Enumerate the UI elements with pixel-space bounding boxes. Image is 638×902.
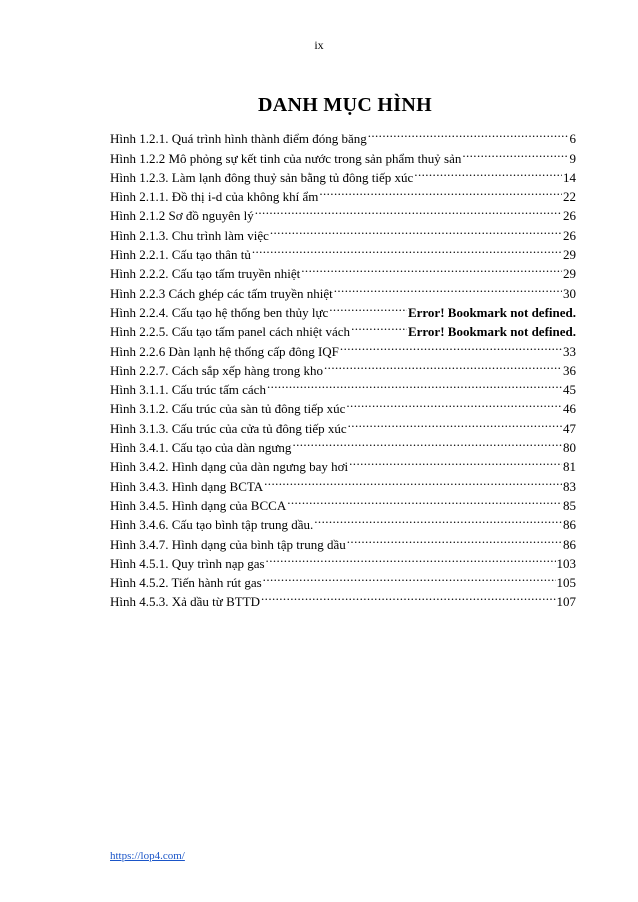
toc-entry[interactable] [110, 124, 576, 147]
entry-label: Hình 3.4.3. Hình dạng BCTA [110, 478, 264, 494]
entry-label: Hình 2.1.3. Chu trình làm việc [110, 227, 269, 243]
dot-leader [263, 568, 556, 587]
footer-url-link[interactable]: https://lop4.com/ [110, 850, 185, 862]
entry-page: 14 [563, 169, 576, 185]
dot-leader [329, 298, 407, 317]
dot-leader [368, 124, 569, 143]
dot-leader [348, 413, 562, 432]
dot-leader [334, 278, 562, 297]
page-title: DANH MỤC HÌNH [258, 94, 432, 116]
dot-leader [346, 394, 562, 413]
entry-page: 83 [563, 478, 576, 494]
dot-leader [414, 163, 562, 182]
entry-label: Hình 1.2.3. Làm lạnh đông thuỷ sản bằng tủ đông tiếp xúc [110, 169, 414, 185]
entry-page: 29 [563, 247, 576, 263]
entry-label: Hình 3.4.7. Hình dạng của bình tập trung dầu [110, 536, 346, 552]
entry-label: Hình 3.4.2. Hình dạng của dàn ngưng bay hơi [110, 459, 349, 475]
entry-label: Hình 3.4.6. Cấu tạo bình tập trung dầu. [110, 517, 314, 533]
dot-leader [292, 433, 562, 452]
dot-leader [314, 510, 562, 529]
entry-label: Hình 3.1.2. Cấu trúc của sàn tủ đông tiếp xúc [110, 401, 346, 417]
entry-label: Hình 2.2.3 Cách ghép các tấm truyền nhiệt [110, 285, 333, 301]
entry-page: 29 [563, 266, 576, 282]
entry-label: Hình 4.5.1. Quy trình nạp gas [110, 555, 265, 571]
entry-page: 103 [556, 555, 576, 571]
entry-label: Hình 3.4.1. Cấu tạo của dàn ngưng [110, 440, 292, 456]
dot-leader [266, 549, 556, 568]
entry-page: 9 [569, 150, 576, 166]
dot-leader [462, 143, 568, 162]
entry-page: 80 [563, 440, 576, 456]
figure-list [110, 124, 576, 610]
page-number: ix [314, 38, 324, 52]
entry-label: Hình 4.5.3. Xả dầu từ BTTD [110, 594, 261, 610]
entry-page: 26 [563, 208, 576, 224]
entry-label: Hình 3.1.3. Cấu trúc của cửa tủ đông tiếp xúc [110, 420, 347, 436]
entry-page: 22 [563, 189, 576, 205]
bookmark-error: Error! Bookmark not defined. [407, 304, 576, 320]
entry-label: Hình 2.2.5. Cấu tạo tấm panel cách nhiệt vách [110, 324, 351, 340]
dot-leader [351, 317, 407, 336]
bookmark-error: Error! Bookmark not defined. [407, 324, 576, 340]
entry-label: Hình 2.2.2. Cấu tạo tấm truyền nhiệt [110, 266, 301, 282]
entry-page: 86 [563, 536, 576, 552]
entry-page: 86 [563, 517, 576, 533]
entry-label: Hình 1.2.2 Mô phỏng sự kết tinh của nước trong sản phẩm thuỷ sản [110, 150, 462, 166]
entry-label: Hình 2.2.6 Dàn lạnh hệ thống cấp đông IQF [110, 343, 339, 359]
dot-leader [267, 375, 562, 394]
dot-leader [319, 182, 562, 201]
entry-page: 81 [563, 459, 576, 475]
entry-label: Hình 2.1.2 Sơ đồ nguyên lý [110, 208, 254, 224]
entry-label: Hình 2.2.1. Cấu tạo thân tủ [110, 247, 251, 263]
dot-leader [264, 471, 562, 490]
entry-label: Hình 2.2.7. Cách sắp xếp hàng trong kho [110, 362, 324, 378]
entry-page: 6 [569, 131, 576, 147]
dot-leader [270, 220, 562, 239]
entry-page: 105 [556, 575, 576, 591]
entry-label: Hình 4.5.2. Tiến hành rút gas [110, 575, 262, 591]
entry-page: 46 [563, 401, 576, 417]
entry-label: Hình 2.1.1. Đồ thị i-d của không khí ẩm [110, 189, 319, 205]
entry-page: 45 [563, 382, 576, 398]
dot-leader [340, 336, 562, 355]
dot-leader [347, 529, 562, 548]
dot-leader [255, 201, 562, 220]
dot-leader [324, 356, 562, 375]
dot-leader [252, 240, 562, 259]
entry-label: Hình 1.2.1. Quá trình hình thành điểm đóng băng [110, 131, 367, 147]
entry-page: 36 [563, 362, 576, 378]
entry-page: 47 [563, 420, 576, 436]
dot-leader [261, 587, 555, 606]
dot-leader [301, 259, 562, 278]
dot-leader [287, 491, 562, 510]
entry-page: 26 [563, 227, 576, 243]
entry-page: 30 [563, 285, 576, 301]
entry-label: Hình 3.4.5. Hình dạng của BCCA [110, 497, 287, 513]
entry-page: 85 [563, 497, 576, 513]
dot-leader [349, 452, 562, 471]
entry-label: Hình 3.1.1. Cấu trúc tấm cách [110, 382, 266, 398]
entry-page: 107 [556, 594, 576, 610]
entry-label: Hình 2.2.4. Cấu tạo hệ thống ben thủy lực [110, 304, 329, 320]
entry-page: 33 [563, 343, 576, 359]
